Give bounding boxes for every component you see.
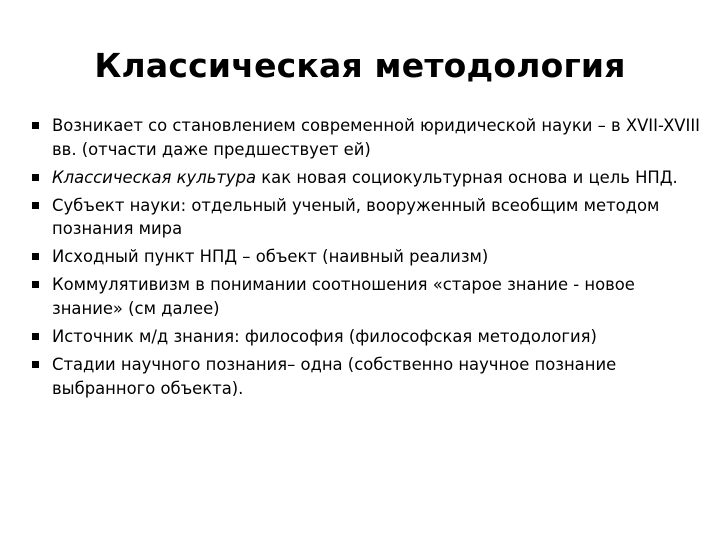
bullet-item <box>30 194 710 241</box>
bullet-text: Коммулятивизм в понимании соотношения «старое знание - новое знание» (см далее) <box>52 275 635 318</box>
square-bullet-icon <box>32 122 39 129</box>
bullet-text: как новая социокультурная основа и цель НПД. <box>256 167 678 187</box>
bullet-item <box>30 114 710 161</box>
square-bullet-icon <box>32 174 39 181</box>
bullet-item <box>30 245 710 269</box>
bullet-list <box>30 114 710 405</box>
bullet-item <box>30 166 710 190</box>
bullet-text: Стадии научного познания– одна (собственно научное познание выбранного объекта). <box>52 355 617 398</box>
bullet-emphasis-text: Классическая культура <box>52 167 257 187</box>
bullet-text: Источник м/д знания: философия (философская методология) <box>52 326 597 346</box>
bullet-text: Исходный пункт НПД – объект (наивный реализм) <box>52 247 489 267</box>
square-bullet-icon <box>32 253 39 260</box>
bullet-text: Субъект науки: отдельный ученый, вооруженный всеобщим методом познания мира <box>52 195 660 239</box>
square-bullet-icon <box>32 202 39 209</box>
bullet-text: Возникает со становлением современной юридической науки – в XVII-XVIII вв. (отчасти даже предшествует ей) <box>52 116 701 159</box>
slide-title: Классическая методология <box>94 46 626 85</box>
bullet-item <box>30 325 710 349</box>
bullet-item <box>30 273 710 320</box>
bullet-item <box>30 353 710 400</box>
square-bullet-icon <box>32 281 39 288</box>
square-bullet-icon <box>32 361 39 368</box>
square-bullet-icon <box>32 333 39 340</box>
